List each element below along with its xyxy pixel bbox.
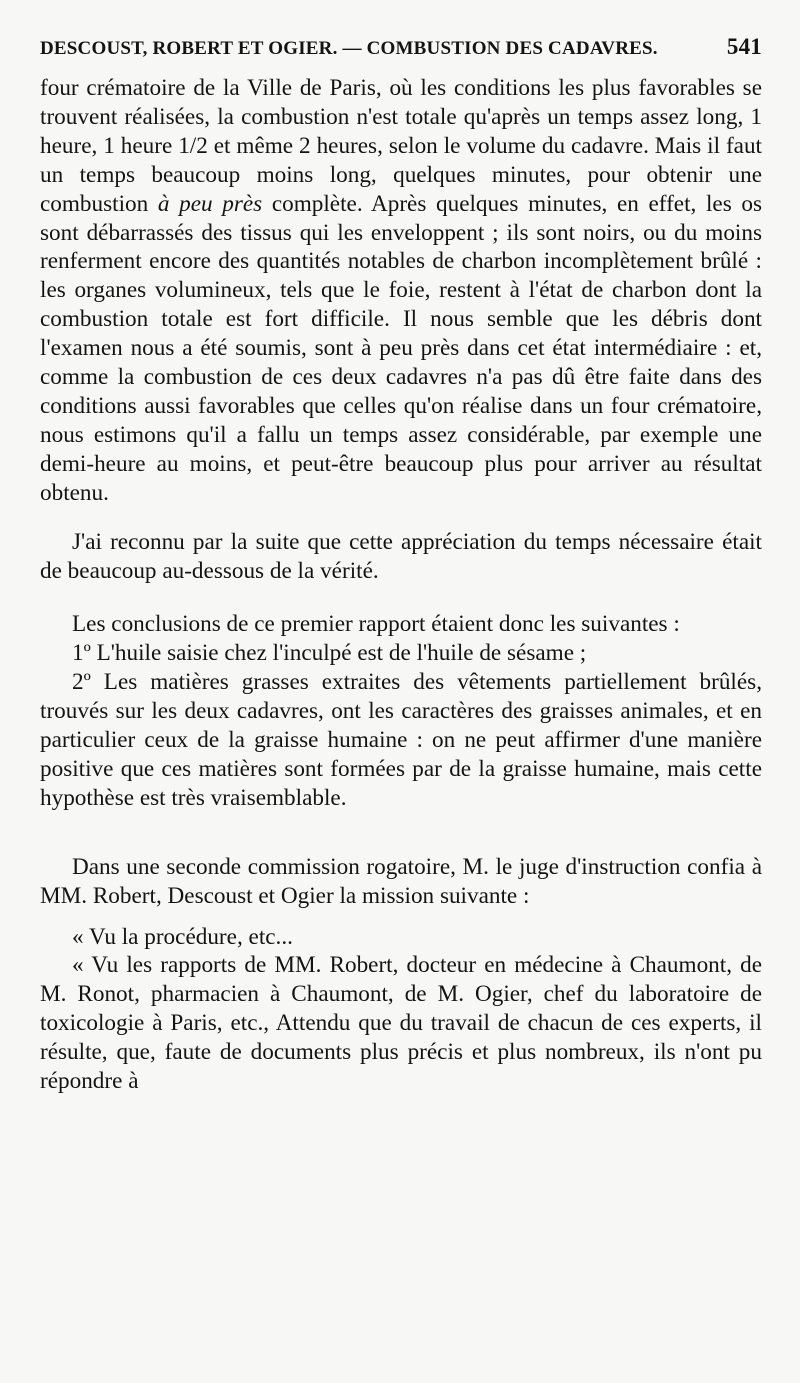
paragraph-text-rest: complète. Après quelques minutes, en effet, les os sont débarrassés des tissus qui les enveloppent ; ils sont noirs, ou du moins renferment encore des quantités notables de charbon incomplètement brûlé : les organes volumineux, tels que le foie, restent à l'état de charbon dont la combustion totale est fort difficile. Il nous semble que les débris dont l'examen nous a été soumis, sont à peu près dans cet état intermédiaire : et, comme la combustion de ces deux cadavres n'a pas dû être faite dans des conditions aussi favorables que celles qu'on réalise dans un four crématoire, nous estimons qu'il a fallu un temps assez considérable, par exemple une demi-heure au moins, et peut-être beaucoup plus pour arriver au résultat obtenu.	[40, 190, 762, 506]
page-number: 541	[726, 34, 762, 59]
paragraph-text: four crématoire de la Ville de Paris, où les conditions les plus favorables se trouvent réalisées, la combustion n'est totale qu'après un temps assez long, 1 heure, 1 heure 1/2 et même 2 heures, selon le volume du cadavre. Mais il faut un temps beaucoup moins long, quelques minutes, pour obtenir une combustion	[40, 75, 762, 217]
conclusion-item-2: 2º Les matières grasses extraites des vêtements partiellement brûlés, trouvés sur les deux cadavres, ont les caractères des graisses animales, et en particulier ceux de la graisse humaine : on ne peut affirmer d'une manière positive que ces matières sont formées par de la graisse humaine, mais cette hypothèse est très vraisemblable.	[40, 669, 762, 811]
paragraph-conclusions: Les conclusions de ce premier rapport étaient donc les suivantes :	[72, 611, 680, 638]
quote-line-procedure: « Vu la procédure, etc...	[72, 923, 293, 950]
running-title: DESCOUST, ROBERT ET OGIER. — COMBUSTION DES CADAVRES.	[40, 38, 658, 59]
paragraph-reconnu: J'ai reconnu par la suite que cette appréciation du temps nécessaire était de beaucoup au-dessous de la vérité.	[40, 528, 762, 584]
paragraph-commission: Dans une seconde commission rogatoire, M. le juge d'instruction confia à MM. Robert, Descoust et Ogier la mission suivante :	[40, 853, 762, 909]
emphasis-text: à peu près	[157, 190, 263, 217]
running-header	[40, 34, 762, 72]
quote-paragraph-rapports: « Vu les rapports de MM. Robert, docteur en médecine à Chaumont, de M. Ronot, pharmacien à Chaumont, de M. Ogier, chef du laboratoire de toxicologie à Paris, etc., Attendu que du travail de chacun de ces experts, il résulte, que, faute de documents plus précis et plus nombreux, ils n'ont pu répondre à	[40, 952, 762, 1095]
conclusion-item-1: 1º L'huile saisie chez l'inculpé est de l'huile de sésame ;	[72, 640, 587, 667]
paragraph-continued	[40, 74, 762, 508]
